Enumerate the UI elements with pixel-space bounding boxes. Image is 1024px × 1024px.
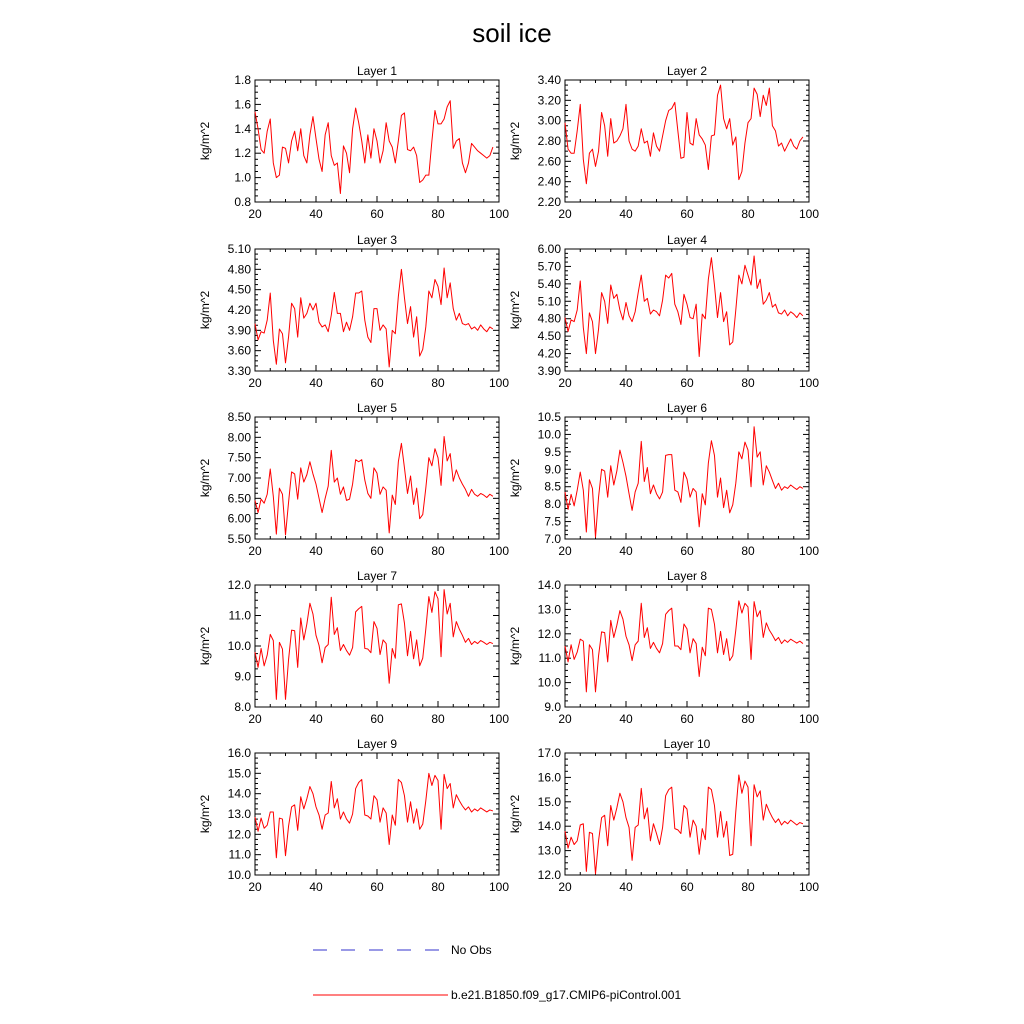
y-tick-label: 3.90 bbox=[537, 364, 561, 378]
y-tick-label: 13.0 bbox=[537, 843, 561, 858]
y-tick-label: 4.80 bbox=[227, 262, 251, 277]
y-tick-label: 4.20 bbox=[227, 303, 251, 317]
x-tick-label: 40 bbox=[619, 544, 633, 558]
y-tick-label: 15.0 bbox=[537, 794, 561, 809]
y-tick-label: 1.4 bbox=[234, 121, 251, 136]
x-tick-label: 60 bbox=[680, 880, 694, 894]
y-tick-label: 5.10 bbox=[537, 294, 561, 309]
panel-5 bbox=[198, 401, 509, 558]
x-tick-label: 20 bbox=[558, 712, 572, 726]
x-tick-label: 20 bbox=[558, 880, 572, 894]
y-tick-label: 10.0 bbox=[537, 675, 561, 690]
y-tick-label: 2.80 bbox=[537, 134, 561, 148]
y-tick-label: 0.8 bbox=[234, 195, 251, 209]
y-tick-label: 12.0 bbox=[537, 868, 561, 882]
panel-2 bbox=[508, 64, 819, 221]
y-tick-label: 6.00 bbox=[537, 242, 561, 256]
series-line bbox=[565, 601, 803, 692]
y-axis-label: kg/m^2 bbox=[508, 290, 522, 330]
series-line bbox=[565, 256, 803, 357]
y-tick-label: 5.40 bbox=[537, 276, 561, 291]
y-tick-label: 10.5 bbox=[537, 410, 561, 424]
y-tick-label: 5.10 bbox=[227, 242, 251, 256]
x-tick-label: 20 bbox=[558, 376, 572, 390]
y-tick-label: 10.0 bbox=[227, 868, 251, 882]
plot-frame bbox=[255, 417, 499, 539]
y-axis-label: kg/m^2 bbox=[198, 290, 212, 330]
y-tick-label: 12.0 bbox=[227, 827, 251, 842]
y-tick-label: 1.6 bbox=[234, 97, 251, 112]
panel-title: Layer 8 bbox=[666, 569, 708, 583]
panel-title: Layer 7 bbox=[356, 569, 398, 583]
y-tick-label: 3.40 bbox=[537, 73, 561, 87]
y-tick-label: 3.60 bbox=[227, 343, 251, 358]
x-tick-label: 80 bbox=[431, 880, 445, 894]
y-tick-label: 7.00 bbox=[227, 471, 251, 485]
panel-title: Layer 10 bbox=[663, 737, 711, 751]
x-tick-label: 40 bbox=[619, 376, 633, 390]
legend bbox=[313, 943, 681, 1002]
panel-title: Layer 6 bbox=[666, 401, 708, 415]
y-tick-label: 4.50 bbox=[227, 282, 251, 297]
y-tick-label: 8.50 bbox=[227, 410, 251, 424]
legend-no-obs-label: No Obs bbox=[451, 943, 492, 957]
y-axis-label: kg/m^2 bbox=[198, 626, 212, 666]
x-tick-label: 100 bbox=[488, 544, 510, 558]
y-tick-label: 2.60 bbox=[537, 154, 561, 169]
y-tick-label: 3.20 bbox=[537, 93, 561, 108]
y-tick-label: 5.50 bbox=[227, 532, 251, 546]
y-tick-label: 7.50 bbox=[227, 450, 251, 465]
series-line bbox=[255, 268, 493, 367]
panel-10 bbox=[508, 737, 819, 894]
y-tick-label: 10.0 bbox=[537, 427, 561, 442]
y-tick-label: 11.0 bbox=[538, 651, 561, 666]
y-axis-label: kg/m^2 bbox=[508, 121, 522, 161]
y-tick-label: 8.0 bbox=[544, 497, 561, 512]
x-tick-label: 20 bbox=[248, 880, 262, 894]
y-tick-label: 11.0 bbox=[228, 847, 251, 862]
y-tick-label: 5.70 bbox=[537, 259, 561, 274]
x-tick-label: 80 bbox=[741, 880, 755, 894]
x-tick-label: 100 bbox=[488, 712, 510, 726]
plot-frame bbox=[255, 585, 499, 707]
y-tick-label: 2.20 bbox=[537, 195, 561, 209]
x-tick-label: 100 bbox=[488, 376, 510, 390]
x-tick-label: 60 bbox=[370, 544, 384, 558]
y-tick-label: 10.0 bbox=[227, 639, 251, 653]
plot-frame bbox=[565, 753, 809, 875]
y-tick-label: 12.0 bbox=[227, 578, 251, 592]
y-tick-label: 9.0 bbox=[544, 462, 561, 477]
panels bbox=[198, 64, 819, 894]
series-line bbox=[255, 101, 493, 194]
y-tick-label: 9.5 bbox=[544, 444, 561, 459]
x-tick-label: 100 bbox=[488, 880, 510, 894]
y-tick-label: 4.50 bbox=[537, 329, 561, 344]
x-tick-label: 40 bbox=[309, 712, 323, 726]
x-tick-label: 40 bbox=[309, 880, 323, 894]
y-tick-label: 8.5 bbox=[544, 479, 561, 494]
panel-4 bbox=[508, 233, 819, 390]
panel-6 bbox=[508, 401, 819, 558]
series-line bbox=[255, 773, 493, 857]
x-tick-label: 100 bbox=[488, 207, 510, 221]
series-line bbox=[565, 775, 803, 874]
chart-title: soil ice bbox=[472, 18, 552, 48]
y-tick-label: 9.0 bbox=[544, 700, 561, 714]
series-line bbox=[255, 590, 493, 700]
y-tick-label: 13.0 bbox=[227, 807, 251, 821]
x-tick-label: 80 bbox=[741, 712, 755, 726]
panel-1 bbox=[198, 64, 509, 221]
x-tick-label: 60 bbox=[370, 880, 384, 894]
x-tick-label: 100 bbox=[798, 207, 820, 221]
y-tick-label: 1.0 bbox=[234, 170, 251, 185]
x-tick-label: 40 bbox=[309, 544, 323, 558]
y-tick-label: 14.0 bbox=[537, 819, 561, 834]
x-tick-label: 80 bbox=[431, 376, 445, 390]
panel-3 bbox=[198, 233, 509, 390]
x-tick-label: 60 bbox=[680, 376, 694, 390]
y-tick-label: 2.40 bbox=[537, 174, 561, 189]
x-tick-label: 20 bbox=[248, 207, 262, 221]
y-tick-label: 11.0 bbox=[228, 608, 251, 623]
y-tick-label: 9.0 bbox=[234, 669, 251, 684]
x-tick-label: 60 bbox=[370, 376, 384, 390]
y-tick-label: 7.5 bbox=[544, 514, 561, 529]
y-tick-label: 4.80 bbox=[537, 311, 561, 326]
panel-title: Layer 1 bbox=[356, 64, 398, 78]
plot-frame bbox=[565, 249, 809, 371]
y-tick-label: 16.0 bbox=[227, 746, 251, 760]
x-tick-label: 60 bbox=[680, 544, 694, 558]
x-tick-label: 40 bbox=[309, 376, 323, 390]
y-tick-label: 6.00 bbox=[227, 511, 251, 526]
x-tick-label: 60 bbox=[680, 712, 694, 726]
y-axis-label: kg/m^2 bbox=[508, 458, 522, 498]
panel-title: Layer 9 bbox=[356, 737, 398, 751]
x-tick-label: 80 bbox=[741, 544, 755, 558]
y-axis-label: kg/m^2 bbox=[508, 794, 522, 834]
x-tick-label: 100 bbox=[798, 544, 820, 558]
series-line bbox=[255, 437, 493, 535]
y-tick-label: 8.0 bbox=[234, 700, 251, 714]
x-tick-label: 20 bbox=[558, 544, 572, 558]
panel-title: Layer 3 bbox=[356, 233, 398, 247]
x-tick-label: 80 bbox=[431, 207, 445, 221]
plot-frame bbox=[255, 753, 499, 875]
series-line bbox=[565, 85, 803, 184]
y-tick-label: 12.0 bbox=[537, 626, 561, 641]
x-tick-label: 100 bbox=[798, 376, 820, 390]
y-tick-label: 3.30 bbox=[227, 364, 251, 378]
panel-title: Layer 5 bbox=[356, 401, 398, 415]
y-axis-label: kg/m^2 bbox=[198, 458, 212, 498]
y-axis-label: kg/m^2 bbox=[508, 626, 522, 666]
panel-9 bbox=[198, 737, 509, 894]
y-tick-label: 1.8 bbox=[234, 73, 251, 87]
y-tick-label: 1.2 bbox=[234, 146, 251, 161]
y-axis-label: kg/m^2 bbox=[198, 121, 212, 161]
y-tick-label: 17.0 bbox=[537, 746, 561, 760]
y-tick-label: 14.0 bbox=[227, 786, 251, 801]
y-tick-label: 13.0 bbox=[537, 602, 561, 617]
x-tick-label: 40 bbox=[619, 207, 633, 221]
x-tick-label: 100 bbox=[798, 880, 820, 894]
y-tick-label: 4.20 bbox=[537, 346, 561, 361]
plot-frame bbox=[565, 585, 809, 707]
panel-8 bbox=[508, 569, 819, 726]
y-tick-label: 6.50 bbox=[227, 491, 251, 506]
plot-frame bbox=[565, 80, 809, 202]
x-tick-label: 80 bbox=[741, 207, 755, 221]
y-tick-label: 8.00 bbox=[227, 430, 251, 445]
x-tick-label: 60 bbox=[370, 207, 384, 221]
x-tick-label: 100 bbox=[798, 712, 820, 726]
x-tick-label: 20 bbox=[248, 712, 262, 726]
panel-title: Layer 2 bbox=[666, 64, 708, 78]
y-axis-label: kg/m^2 bbox=[198, 794, 212, 834]
y-tick-label: 16.0 bbox=[537, 770, 561, 785]
y-tick-label: 3.00 bbox=[537, 113, 561, 128]
x-tick-label: 80 bbox=[431, 712, 445, 726]
panel-7 bbox=[198, 569, 509, 726]
x-tick-label: 40 bbox=[619, 880, 633, 894]
y-tick-label: 14.0 bbox=[537, 578, 561, 592]
panel-title: Layer 4 bbox=[666, 233, 708, 247]
x-tick-label: 60 bbox=[370, 712, 384, 726]
x-tick-label: 40 bbox=[309, 207, 323, 221]
x-tick-label: 80 bbox=[741, 376, 755, 390]
x-tick-label: 20 bbox=[558, 207, 572, 221]
x-tick-label: 60 bbox=[680, 207, 694, 221]
x-tick-label: 20 bbox=[248, 544, 262, 558]
legend-model-label: b.e21.B1850.f09_g17.CMIP6-piControl.001 bbox=[451, 988, 682, 1002]
y-tick-label: 7.0 bbox=[544, 532, 561, 546]
x-tick-label: 80 bbox=[431, 544, 445, 558]
y-tick-label: 3.90 bbox=[227, 323, 251, 338]
x-tick-label: 20 bbox=[248, 376, 262, 390]
y-tick-label: 15.0 bbox=[227, 766, 251, 781]
x-tick-label: 40 bbox=[619, 712, 633, 726]
series-line bbox=[565, 427, 803, 538]
